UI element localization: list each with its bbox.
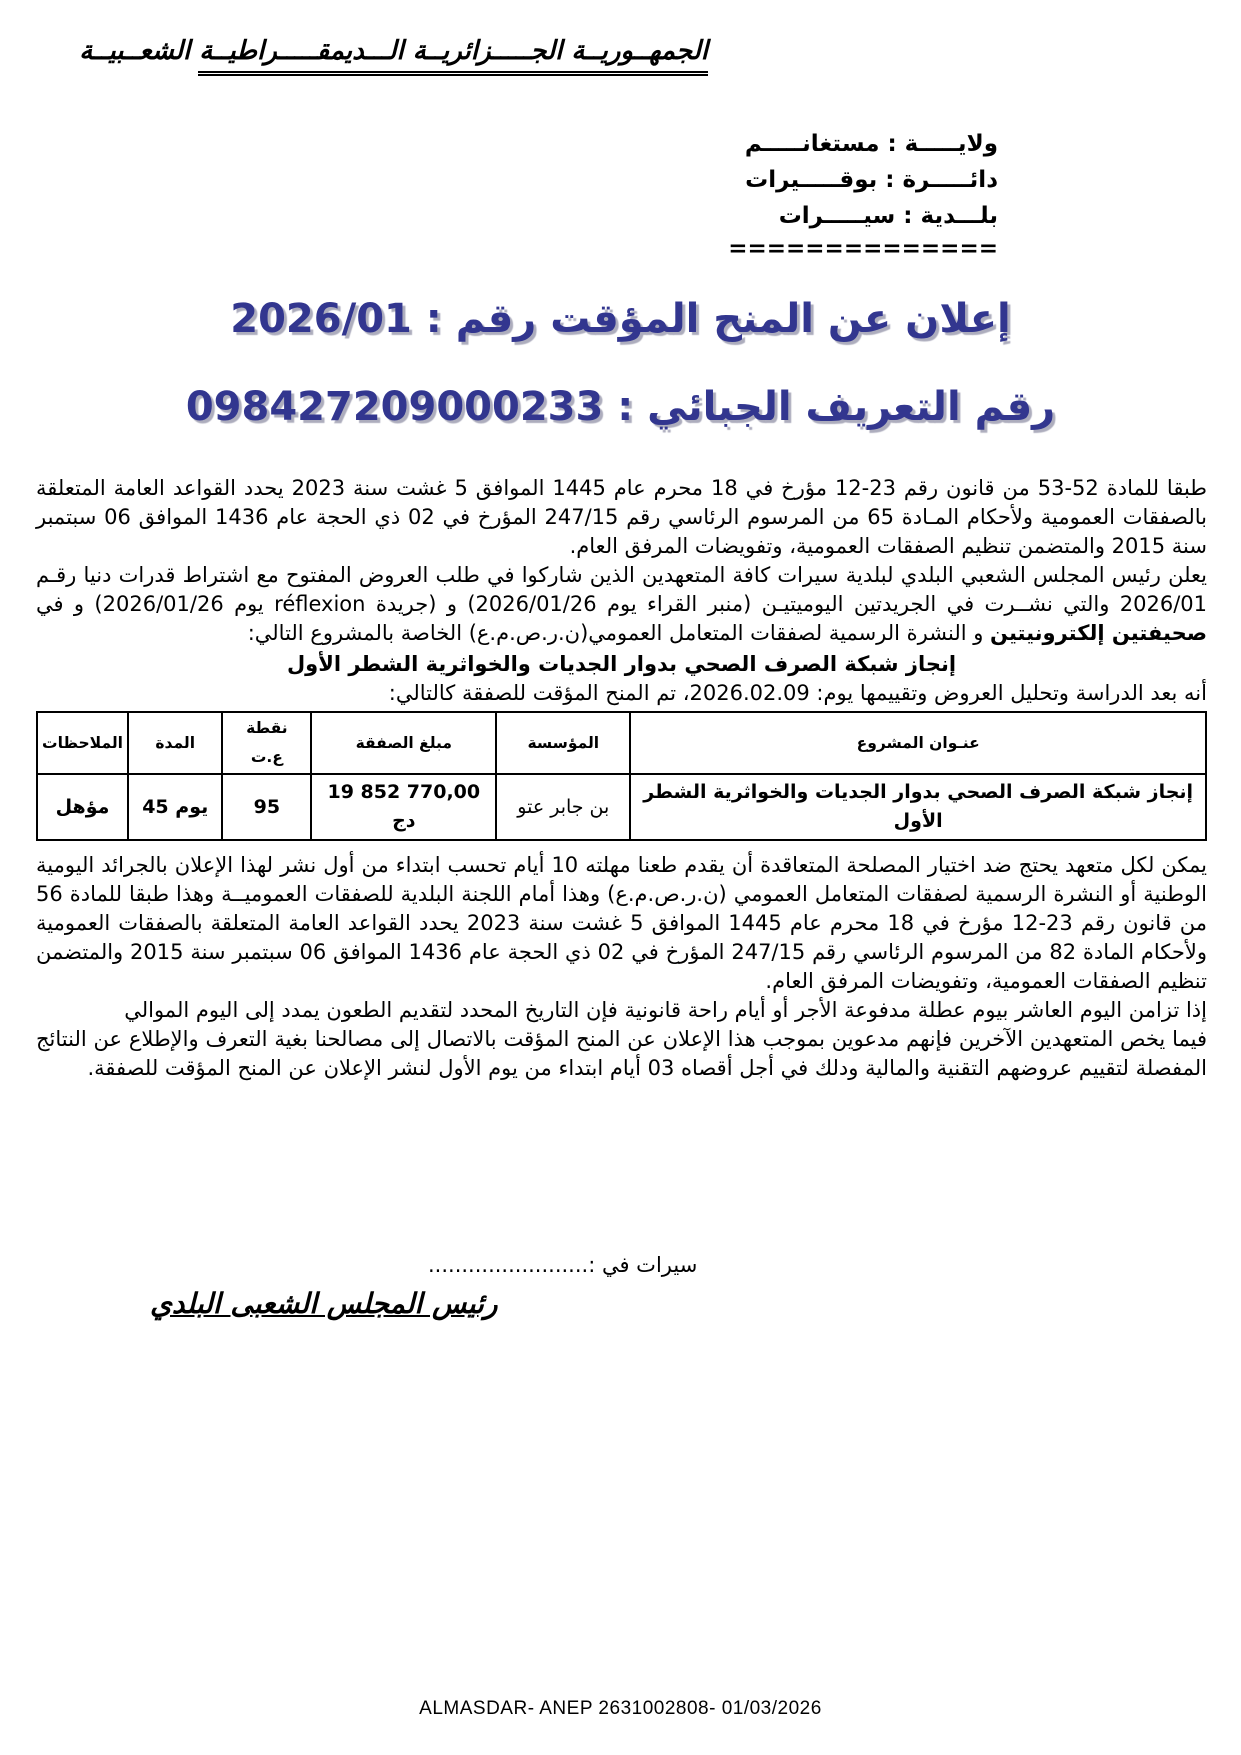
col-score: نقطة ع.ت xyxy=(222,712,311,774)
tax-id-title: رقم التعريف الجبائي : 098427209000233 xyxy=(185,384,1056,430)
separator-line: ============== xyxy=(728,236,998,262)
paragraph-holiday-rule: إذا تزامن اليوم العاشر بيوم عطلة مدفوعة الأجر أو أيام راحة قانونية فإن التاريخ المحدد لتقديم الطعون يمدد إلى اليوم الموالي xyxy=(124,998,1207,1022)
paragraph-other-bidders: فيما يخص المتعهدين الآخرين فإنهم مدعوين بموجب هذا الإعلان عن المنح المؤقت بالاتصال إلى مصالحنا بغية التعرف والإطلاع عن النتائج المفصلة لتقييم عروضهم التقنية والمالية ودلك في أجل أقصاه 03 أيام ابتداء من يوم الأول لنشر الإعلان عن المنح المؤقت للصفقة. xyxy=(36,1027,1207,1080)
award-table xyxy=(36,711,1207,841)
footer-anep: ALMASDAR- ANEP 2631002808- 01/03/2026 xyxy=(419,1698,822,1719)
republic-title: الجمهــوريــة الجـــــزائريــة الـــديمقـــــراطيــة الشعــبيــة xyxy=(198,36,708,76)
wilaya-line: ولايـــــة : مستغانـــــم xyxy=(744,131,998,157)
paragraph-announcement xyxy=(36,561,1207,648)
evaluation-line: أنه بعد الدراسة وتحليل العروض وتقييمها يوم: 2026.02.09، تم المنح المؤقت للصفقة كالتالي: xyxy=(388,681,1207,705)
cell-amount xyxy=(311,774,496,840)
col-company: المؤسسة xyxy=(496,712,630,774)
award-table-row xyxy=(37,774,1206,840)
col-duration: المدة xyxy=(128,712,222,774)
col-amount: مبلغ الصفقة xyxy=(311,712,496,774)
paragraph-announcement-bold: صحيفتين إلكترونيتين xyxy=(990,621,1207,645)
cell-project: إنجاز شبكة الصرف الصحي بدوار الجديات والخواثرية الشطر الأول xyxy=(630,774,1206,840)
col-project-title: عنـوان المشروع xyxy=(630,712,1206,774)
commune-line: بلـــدية : سيـــــرات xyxy=(778,203,998,229)
paragraph-appeal: يمكن لكل متعهد يحتج ضد اختيار المصلحة المتعاقدة أن يقدم طعنا مهلته 10 أيام تحسب ابتداء من أول نشر لهذا الإعلان بالجرائد اليومية الوطنية أو النشرة الرسمية لصفقات المتعامل العمومي (ن.ر.ص.م.ع) وهذا أمام اللجنة البلدية للصفقات العموميــة وهذا طبقا للمادة 56 من قانون رقم 23-12 مؤرخ في 18 محرم عام 1445 الموافق 5 غشت سنة 2023 يحدد القواعد العامة المتعلقة بالصفقات العمومية ولأحكام المادة 82 من المرسوم الرئاسي رقم 247/15 المؤرخ في 02 ذي الحجة عام 1436 الموافق 06 سبتمبر سنة 2015 والمتضمن تنظيم الصفقات العمومية، وتفويضات المرفق العام. xyxy=(36,853,1207,993)
cell-score: 95 xyxy=(222,774,311,840)
paragraph-announcement-part1: يعلن رئيس المجلس الشعبي البلدي لبلدية سيرات كافة المتعهدين الذين شاركوا في طلب العروض المفتوح مع اشتراط قدرات دنيا رقـم 2026/01 والتي نشــرت في الجريدتين اليوميتيـن (منبر القراء يوم 2026/01/26) و (جريدة réflexion يوم 2026/01/26) و في xyxy=(36,563,1208,616)
document-body xyxy=(36,474,1207,1083)
signature-place-line: سيرات في :........................ xyxy=(428,1253,698,1277)
paragraph-announcement-part2: و النشرة الرسمية لصفقات المتعامل العمومي(ن.ر.ص.م.ع) الخاصة بالمشروع التالي: xyxy=(247,621,991,645)
cell-duration xyxy=(128,774,222,840)
cell-duration-value: 45 يوم xyxy=(142,795,209,818)
signature-title: رئيس المجلس الشعبى البلدي xyxy=(150,1287,498,1320)
cell-company: بن جابر عتو xyxy=(496,774,630,840)
cell-amount-value: 19 852 770,00 xyxy=(327,781,481,803)
daira-line: دائـــــرة : بوقـــــيرات xyxy=(745,167,998,193)
paragraph-legal-basis: طبقا للمادة 52-53 من قانون رقم 23-12 مؤرخ في 18 محرم عام 1445 الموافق 5 غشت سنة 2023 يحدد القواعد العامة المتعلقة بالصفقات العمومية ولأحكام المـادة 65 من المرسوم الرئاسي رقم 247/15 المؤرخ في 02 ذي الحجة عام 1436 الموافق 06 سبتمبر سنة 2015 والمتضمن تنظيم الصفقات العمومية، وتفويضات المرفق العام. xyxy=(36,476,1207,558)
cell-note: مؤهل xyxy=(37,774,128,840)
cell-amount-currency: دج xyxy=(392,810,416,832)
project-title-line: إنجاز شبكة الصرف الصحي بدوار الجديات والخواثرية الشطر الأول xyxy=(286,652,957,676)
col-notes: الملاحظات xyxy=(37,712,128,774)
region-block xyxy=(728,126,998,264)
award-table-header-row xyxy=(37,712,1206,774)
announcement-title: إعلان عن المنح المؤقت رقم : 2026/01 xyxy=(230,296,1011,342)
